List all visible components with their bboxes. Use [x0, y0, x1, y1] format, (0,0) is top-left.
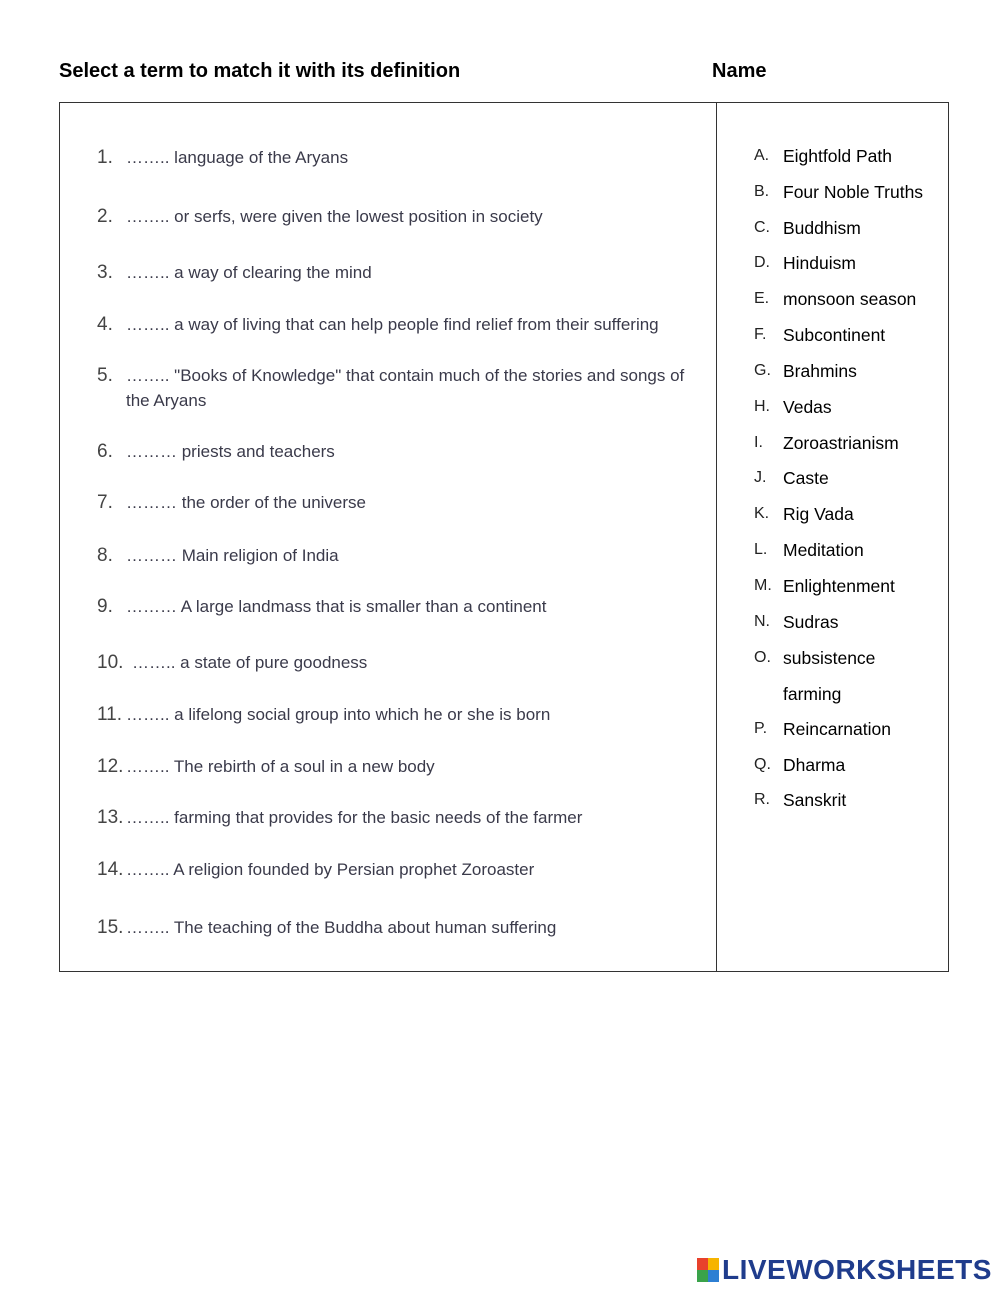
name-label: Name: [712, 60, 767, 82]
definition-item: [97, 915, 707, 940]
definition-number: 3.: [97, 262, 113, 283]
term-item: [754, 640, 923, 712]
term-name: Meditation: [783, 540, 864, 560]
term-name: Reincarnation: [783, 719, 891, 739]
term-item: [754, 717, 891, 741]
term-item: [754, 395, 832, 419]
definition-text: …….. A religion founded by Persian prophet Zoroaster: [126, 860, 535, 879]
term-letter: J.: [754, 469, 767, 486]
term-item: [754, 502, 854, 526]
term-item: [754, 753, 845, 777]
term-item: [754, 538, 864, 562]
definition-text: ……… A large landmass that is smaller than a continent: [126, 597, 547, 616]
term-letter: F.: [754, 326, 767, 343]
definition-item: [97, 857, 707, 882]
definition-item: [97, 594, 707, 619]
definition-number: 6.: [97, 441, 113, 462]
definition-number: 14.: [97, 859, 124, 880]
worksheet-title: Select a term to match it with its definition: [59, 60, 461, 82]
definition-item: [97, 363, 707, 413]
definition-text: ……… Main religion of India: [126, 546, 339, 565]
definition-number: 9.: [97, 596, 113, 617]
term-item: [754, 466, 829, 490]
definition-number: 12.: [97, 756, 124, 777]
column-divider: [716, 102, 717, 972]
term-letter: O.: [754, 649, 771, 666]
logo-squares-icon: [697, 1258, 719, 1282]
logo-square-blue: [708, 1270, 719, 1282]
term-letter: D.: [754, 254, 770, 271]
definition-text: ……… the order of the universe: [126, 493, 367, 512]
term-name: Caste: [783, 468, 829, 488]
definition-text: …….. "Books of Knowledge" that contain much of the stories and songs of the Aryans: [126, 366, 685, 410]
term-letter: R.: [754, 791, 770, 808]
definition-text: …….. a state of pure goodness: [132, 653, 368, 672]
definition-number: 15.: [97, 917, 124, 938]
term-letter: P.: [754, 720, 768, 737]
term-letter: L.: [754, 541, 768, 558]
definition-number: 8.: [97, 545, 113, 566]
term-item: [754, 323, 885, 347]
term-item: [754, 180, 923, 204]
term-name: Sanskrit: [783, 790, 847, 810]
definition-number: 13.: [97, 807, 124, 828]
term-name: Dharma: [783, 755, 846, 775]
definition-item: [97, 490, 707, 515]
term-letter: G.: [754, 362, 771, 379]
definition-number: 4.: [97, 314, 113, 335]
definition-number: 1.: [97, 147, 113, 168]
term-letter: Q.: [754, 756, 771, 773]
definition-item: [97, 260, 707, 285]
term-letter: I.: [754, 434, 763, 451]
definition-text: …….. language of the Aryans: [126, 148, 349, 167]
term-item: [754, 251, 856, 275]
definition-item: [97, 805, 707, 830]
definition-item: [97, 204, 707, 229]
definition-item: [97, 754, 707, 779]
term-name: Hinduism: [783, 253, 856, 273]
term-item: [754, 287, 916, 311]
definition-item: [97, 650, 707, 675]
term-item: [754, 610, 838, 634]
term-letter: E.: [754, 290, 770, 307]
term-name: monsoon season: [783, 289, 917, 309]
definition-number: 11.: [97, 704, 123, 725]
definition-text: …….. The teaching of the Buddha about human suffering: [126, 918, 557, 937]
logo-text: LIVEWORKSHEETS: [722, 1254, 992, 1285]
definition-text: …….. a lifelong social group into which he or she is born: [126, 705, 551, 724]
definition-item: [97, 439, 707, 464]
definition-text: …….. The rebirth of a soul in a new body: [126, 757, 435, 776]
definition-item: [97, 312, 707, 337]
logo-square-yellow: [708, 1258, 719, 1270]
liveworksheets-logo: [697, 1254, 992, 1286]
term-name: Four Noble Truths: [783, 182, 924, 202]
term-name: Brahmins: [783, 361, 857, 381]
term-name: Buddhism: [783, 218, 861, 238]
logo-square-red: [697, 1258, 708, 1270]
term-name: Sudras: [783, 612, 839, 632]
definition-text: …….. a way of clearing the mind: [126, 263, 372, 282]
term-item: [754, 574, 895, 598]
term-letter: A.: [754, 147, 770, 164]
term-item: [754, 216, 861, 240]
term-name: Eightfold Path: [783, 146, 892, 166]
definition-item: [97, 702, 707, 727]
term-letter: H.: [754, 398, 770, 415]
definition-text: …….. a way of living that can help people find relief from their suffering: [126, 315, 659, 334]
term-item: [754, 144, 892, 168]
term-letter: B.: [754, 183, 770, 200]
term-name: Subcontinent: [783, 325, 886, 345]
definition-number: 5.: [97, 365, 113, 386]
term-name: subsistence farming: [783, 648, 876, 704]
term-item: [754, 431, 899, 455]
term-name: Rig Vada: [783, 504, 854, 524]
definition-number: 7.: [97, 492, 113, 513]
definition-item: [97, 543, 707, 568]
term-letter: C.: [754, 219, 770, 236]
term-name: Enlightenment: [783, 576, 895, 596]
term-letter: N.: [754, 613, 770, 630]
definition-text: …….. farming that provides for the basic needs of the farmer: [126, 808, 583, 827]
logo-square-green: [697, 1270, 708, 1282]
definition-text: ……… priests and teachers: [126, 442, 335, 461]
term-name: Vedas: [783, 397, 832, 417]
definition-text: …….. or serfs, were given the lowest position in society: [126, 207, 543, 226]
term-item: [754, 788, 846, 812]
term-letter: K.: [754, 505, 770, 522]
definition-item: [97, 145, 707, 170]
term-letter: M.: [754, 577, 772, 594]
definition-number: 10.: [97, 652, 124, 673]
definition-number: 2.: [97, 206, 113, 227]
term-name: Zoroastrianism: [783, 433, 899, 453]
term-item: [754, 359, 857, 383]
